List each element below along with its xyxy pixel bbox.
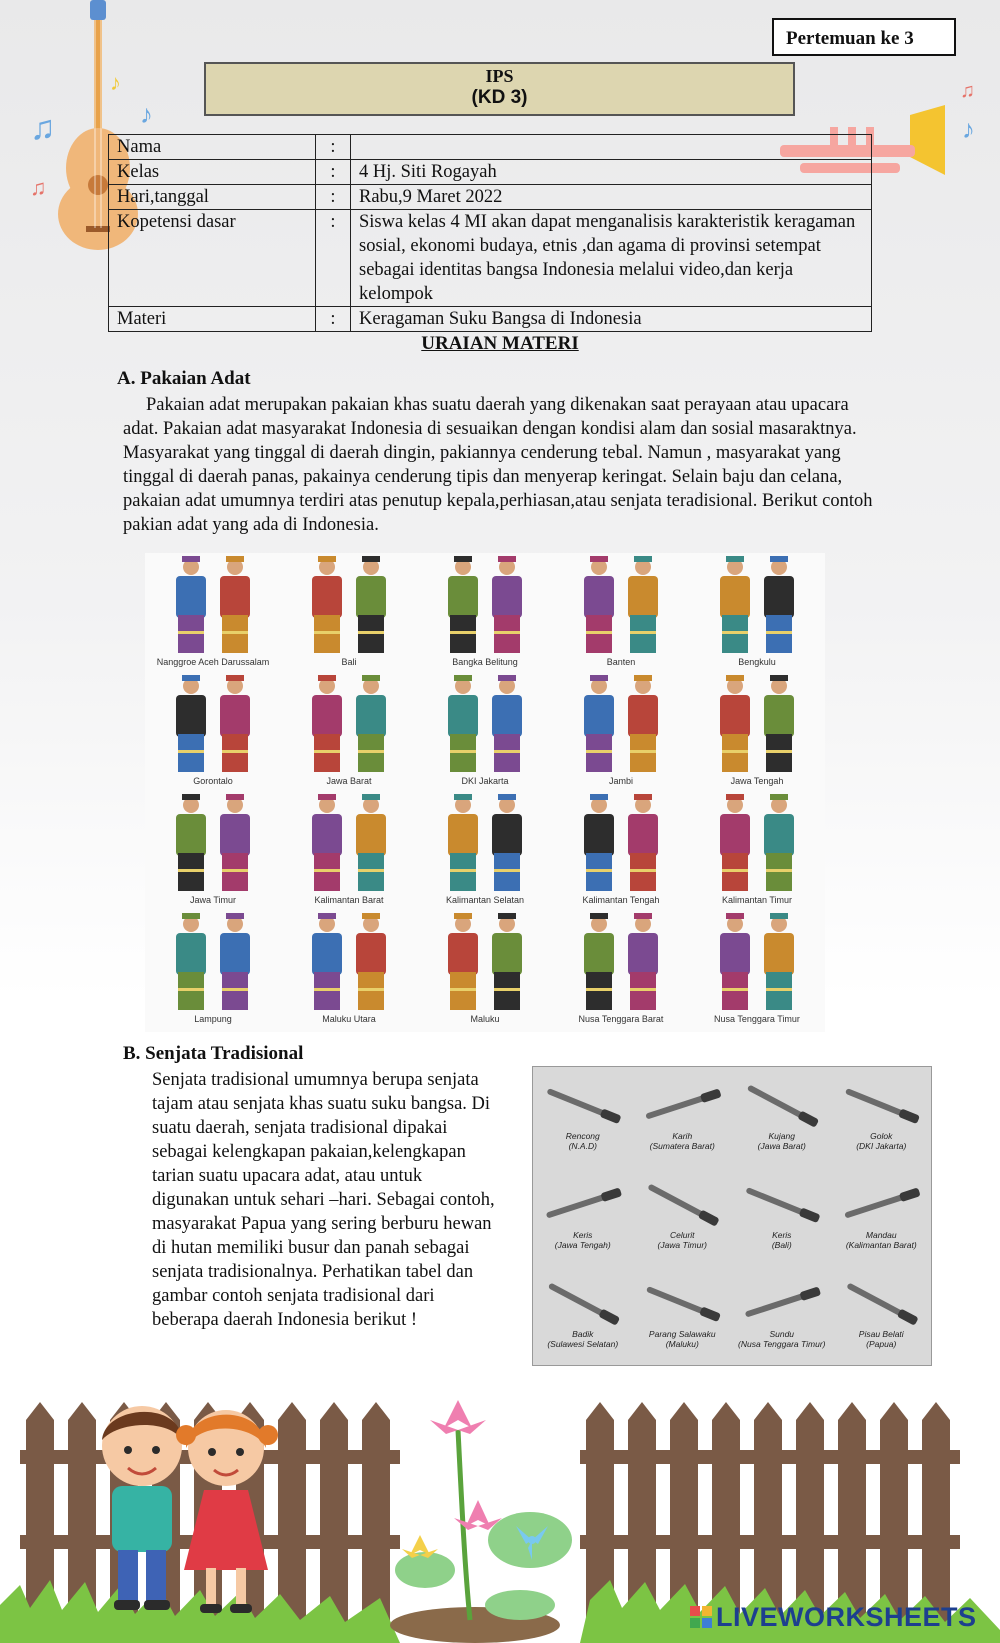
section-title: URAIAN MATERI	[421, 333, 579, 354]
weapon-grid	[533, 1067, 931, 1365]
weapon-drawing	[548, 1283, 620, 1326]
music-note-icon: ♪	[140, 100, 153, 129]
weapon-drawing	[747, 1085, 819, 1128]
row-value: Keragaman Suku Bangsa di Indonesia	[351, 307, 872, 332]
costume-label: Bangka Belitung	[452, 657, 518, 667]
weapon-name: Sundu	[769, 1329, 795, 1339]
weapon-region: (Bali)	[771, 1240, 792, 1250]
row-separator: :	[316, 210, 351, 307]
costume-label: Kalimantan Tengah	[582, 895, 660, 905]
weapon-region: (Sulawesi Selatan)	[547, 1339, 619, 1349]
costume-figure	[176, 556, 250, 653]
text-line: Senjata tradisional umumnya berupa senjata	[152, 1070, 479, 1090]
costume-figure	[448, 556, 522, 653]
weapon-drawing	[745, 1187, 820, 1223]
costume-figure	[312, 794, 386, 891]
weapon-name: Pisau Belati	[858, 1329, 904, 1339]
weapon-name: Karih	[672, 1131, 693, 1141]
costume-label: Jawa Tengah	[730, 776, 784, 786]
costume-label: Lampung	[194, 1014, 232, 1024]
meeting-label: Pertemuan ke 3	[772, 18, 956, 56]
name-value[interactable]	[351, 135, 872, 160]
costume-label: Maluku	[470, 1014, 500, 1024]
text-line: tajam atau senjata khas suatu suku bangsa. Di	[152, 1094, 491, 1114]
weapon-name: Kujang	[768, 1131, 795, 1141]
row-separator: :	[316, 307, 351, 332]
weapon-region: (Maluku)	[665, 1339, 699, 1349]
weapon-region: (Papua)	[866, 1339, 897, 1349]
costume-label: Nanggroe Aceh Darussalam	[156, 657, 270, 667]
brand-logo	[690, 1602, 977, 1633]
section-a-heading: A. Pakaian Adat	[117, 368, 251, 389]
row-label: Kelas	[109, 160, 316, 185]
costume-label: Kalimantan Barat	[314, 895, 384, 905]
weapon-image	[532, 1066, 932, 1366]
weapon-drawing	[546, 1187, 623, 1218]
costume-figure	[176, 794, 250, 891]
row-label: Nama	[109, 135, 316, 160]
weapon-drawing	[647, 1184, 719, 1227]
costume-figure	[584, 556, 658, 653]
table-row	[109, 185, 872, 210]
weapon-name: Celurit	[669, 1230, 695, 1240]
costume-grid	[145, 553, 825, 1032]
costume-figure	[584, 794, 658, 891]
table-row	[109, 135, 872, 160]
music-note-icon: ♫	[960, 80, 975, 102]
weapon-name: Mandau	[865, 1230, 897, 1240]
weapon-region: (Jawa Timur)	[657, 1240, 708, 1250]
costume-figure	[720, 556, 794, 653]
weapon-drawing	[646, 1286, 721, 1322]
weapon-name: Keris	[772, 1230, 792, 1240]
music-note-icon: ♪	[110, 70, 121, 95]
costume-figure	[448, 794, 522, 891]
costume-image	[145, 553, 825, 1032]
costume-label: Kalimantan Timur	[721, 895, 793, 905]
weapon-region: (DKI Jakarta)	[856, 1141, 907, 1151]
row-separator: :	[316, 160, 351, 185]
text-line: digunakan untuk sehari –hari. Sebagai contoh,	[152, 1190, 495, 1210]
weapon-drawing	[846, 1283, 918, 1326]
section-b-paragraph	[152, 1068, 522, 1332]
row-label: Hari,tanggal	[109, 185, 316, 210]
row-separator: :	[316, 135, 351, 160]
weapon-drawing	[844, 1187, 921, 1218]
weapon-name: Keris	[573, 1230, 593, 1240]
weapon-name: Rencong	[565, 1131, 600, 1141]
costume-figure	[720, 794, 794, 891]
weapon-drawing	[745, 1286, 822, 1317]
text-line: tarian suatu upacara adat, atau untuk	[152, 1166, 423, 1186]
weapon-name: Badik	[572, 1329, 594, 1339]
weapon-region: (Jawa Barat)	[757, 1141, 806, 1151]
costume-label: Nusa Tenggara Barat	[578, 1014, 664, 1024]
table-row	[109, 210, 872, 307]
row-separator: :	[316, 185, 351, 210]
text-line: beberapa daerah Indonesia berikut !	[152, 1310, 418, 1330]
row-value: 4 Hj. Siti Rogayah	[351, 160, 872, 185]
text-line: gambar contoh senjata tradisional dari	[152, 1286, 435, 1306]
costume-label: Kalimantan Selatan	[445, 895, 525, 905]
weapon-region: (N.A.D)	[568, 1141, 597, 1151]
costume-figure	[312, 556, 386, 653]
costume-figure	[720, 913, 794, 1010]
music-note-icon: ♫	[30, 175, 47, 200]
music-note-icon: ♫	[30, 110, 56, 147]
table-row	[109, 160, 872, 185]
costume-label: Jambi	[608, 776, 634, 786]
text-line: senjata tradisionalnya. Perhatikan tabel dan	[152, 1262, 474, 1282]
costume-figure	[584, 675, 658, 772]
row-value: Siswa kelas 4 MI akan dapat menganalisis karakteristik keragaman sosial, ekonomi budaya, etnis ,dan agama di provinsi setempat sebagai identitas bangsa Indonesia melalui video,dan kerja kelompok	[351, 210, 872, 307]
weapon-region: (Jawa Tengah)	[554, 1240, 611, 1250]
costume-label: Nusa Tenggara Timur	[714, 1014, 800, 1024]
costume-figure	[312, 913, 386, 1010]
costume-figure	[176, 675, 250, 772]
costume-figure	[448, 675, 522, 772]
liveworksheets-logo-icon	[690, 1604, 712, 1626]
costume-label: Maluku Utara	[322, 1014, 376, 1024]
music-note-icon: ♪	[962, 115, 975, 144]
text-line: suatu daerah, senjata tradisional dipakai	[152, 1118, 448, 1138]
costume-label: Bengkulu	[738, 657, 776, 667]
weapon-drawing	[845, 1088, 920, 1124]
subject-title: IPS	[485, 66, 514, 86]
row-label: Kopetensi dasar	[109, 210, 316, 307]
info-table	[108, 134, 872, 332]
weapon-drawing	[645, 1088, 722, 1119]
costume-label: Jawa Timur	[189, 895, 237, 905]
text-line: di hutan memiliki busur dan panah sebagai	[152, 1238, 470, 1258]
weapon-drawing	[546, 1088, 621, 1124]
section-b-heading: B. Senjata Tradisional	[123, 1043, 304, 1064]
costume-figure	[584, 913, 658, 1010]
costume-figure	[176, 913, 250, 1010]
costume-label: Bali	[341, 657, 357, 667]
weapon-region: (Nusa Tenggara Timur)	[738, 1339, 826, 1349]
costume-label: Jawa Barat	[326, 776, 372, 786]
weapon-name: Golok	[870, 1131, 893, 1141]
section-a-paragraph: Pakaian adat merupakan pakaian khas suatu daerah yang dikenakan saat perayaan atau upacara adat. Pakaian adat masyarakat Indonesia di sesuaikan dengan kondisi alam dan sosial masaraktnya. Masyarakat yang tinggal di daerah dingin, pakiannya cenderung tebal. Namun , masyarakat yang tinggal di daerah panas, pakainya cenderung tipis dan menyerap keringat. Selain baju dan celana, pakaian adat umumnya terdiri atas penutup kepala,perhiasan,atau senjata teradisional. Berikut contoh pakian adat yang ada di Indonesia.	[123, 395, 873, 535]
costume-figure	[448, 913, 522, 1010]
subject-title-box	[204, 62, 795, 116]
kd-label: (KD 3)	[471, 87, 528, 108]
costume-figure	[720, 675, 794, 772]
row-value: Rabu,9 Maret 2022	[351, 185, 872, 210]
costume-label: Banten	[606, 657, 636, 667]
weapon-region: (Sumatera Barat)	[649, 1141, 715, 1151]
table-row	[109, 307, 872, 332]
weapon-name: Parang Salawaku	[648, 1329, 716, 1339]
text-line: masyarakat Papua yang sering berburu hewan	[152, 1214, 492, 1234]
costume-label: Gorontalo	[193, 776, 233, 786]
costume-figure	[312, 675, 386, 772]
row-label: Materi	[109, 307, 316, 332]
text-line: sebagai kelengkapan pakaian,kelengkapan	[152, 1142, 466, 1162]
brand-name: LIVEWORKSHEETS	[716, 1602, 977, 1632]
weapon-region: (Kalimantan Barat)	[845, 1240, 917, 1250]
costume-label: DKI Jakarta	[461, 776, 509, 786]
